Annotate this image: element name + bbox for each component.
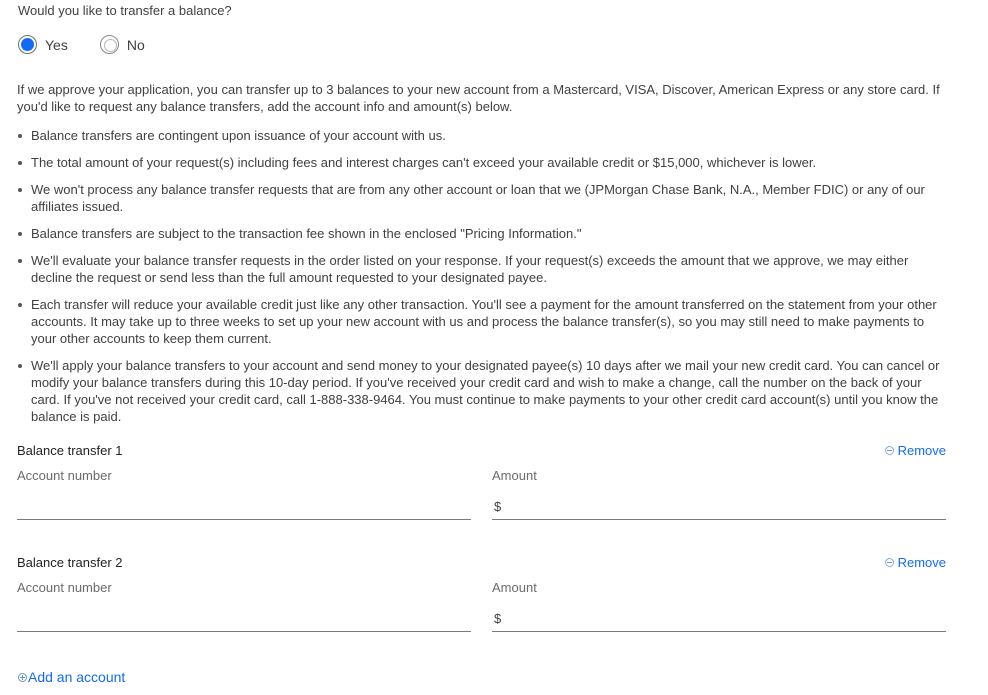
amount-label: Amount	[492, 468, 537, 483]
balance-transfer-question: Would you like to transfer a balance?	[18, 3, 232, 18]
amount-field-2[interactable]	[492, 600, 946, 632]
radio-yes[interactable]	[18, 35, 68, 54]
remove-transfer-1-button[interactable]	[885, 443, 946, 458]
add-account-label: Add an account	[28, 669, 126, 685]
minus-circle-icon	[885, 446, 894, 455]
plus-circle-icon	[18, 673, 27, 682]
amount-label: Amount	[492, 580, 537, 595]
balance-transfer-2	[17, 555, 946, 645]
remove-label: Remove	[897, 443, 946, 458]
account-number-label: Account number	[17, 580, 112, 595]
remove-label: Remove	[897, 555, 946, 570]
radio-no-label: No	[126, 36, 145, 53]
account-number-label: Account number	[17, 468, 112, 483]
terms-item: We won't process any balance transfer requests that are from any other account or loan that we (JPMorgan Chase Bank, N.A., Member FDIC) or any of our affiliates issued.	[17, 181, 947, 215]
intro-paragraph: If we approve your application, you can transfer up to 3 balances to your new account from a Mastercard, VISA, Discover, American Express or any store card. If you'd like to request any balance transfers, add the account info and amount(s) below.	[17, 82, 940, 114]
balance-transfer-title: Balance transfer 1	[17, 443, 123, 458]
remove-transfer-2-button[interactable]	[885, 555, 946, 570]
terms-list	[17, 127, 947, 435]
account-number-input-2[interactable]	[17, 600, 471, 632]
radio-checked-icon[interactable]	[18, 35, 37, 54]
terms-item: The total amount of your request(s) including fees and interest charges can't exceed your available credit or $15,000, whichever is lower.	[17, 154, 947, 171]
amount-input-1[interactable]	[501, 488, 946, 519]
radio-unchecked-icon[interactable]	[100, 35, 119, 54]
dollar-sign: $	[494, 499, 502, 514]
terms-item: Balance transfers are contingent upon issuance of your account with us.	[17, 127, 947, 144]
minus-circle-icon	[885, 558, 894, 567]
account-number-input-1[interactable]	[17, 488, 471, 520]
dollar-sign: $	[494, 611, 502, 626]
terms-item: We'll evaluate your balance transfer requests in the order listed on your response. If your request(s) exceeds the amount that we approve, we may either decline the request or send less than the full amount requested to your designated payee.	[17, 252, 947, 286]
radio-no[interactable]	[100, 35, 145, 54]
terms-item: Each transfer will reduce your available credit just like any other transaction. You'll see a payment for the amount transferred on the statement from your other accounts. It may take up to three weeks to set up your new account with us and process the balance transfer(s), so you may still need to make payments to your other accounts to keep them current.	[17, 296, 947, 347]
add-account-button[interactable]	[18, 669, 125, 685]
transfer-radio-group	[18, 35, 177, 54]
terms-item: Balance transfers are subject to the transaction fee shown in the enclosed "Pricing Information."	[17, 225, 947, 242]
balance-transfer-title: Balance transfer 2	[17, 555, 123, 570]
balance-transfer-1	[17, 443, 946, 533]
amount-input-2[interactable]	[501, 600, 946, 631]
amount-field-1[interactable]	[492, 488, 946, 520]
radio-yes-label: Yes	[45, 36, 68, 53]
terms-item: We'll apply your balance transfers to your account and send money to your designated payee(s) 10 days after we mail your new credit card. You can cancel or modify your balance transfers during this 10-day period. If you've received your credit card and wish to make a change, call the number on the back of your card. If you've not received your credit card, call 1-888-338-9464. You must continue to make payments to your other credit card account(s) until you know the balance is paid.	[17, 357, 947, 425]
